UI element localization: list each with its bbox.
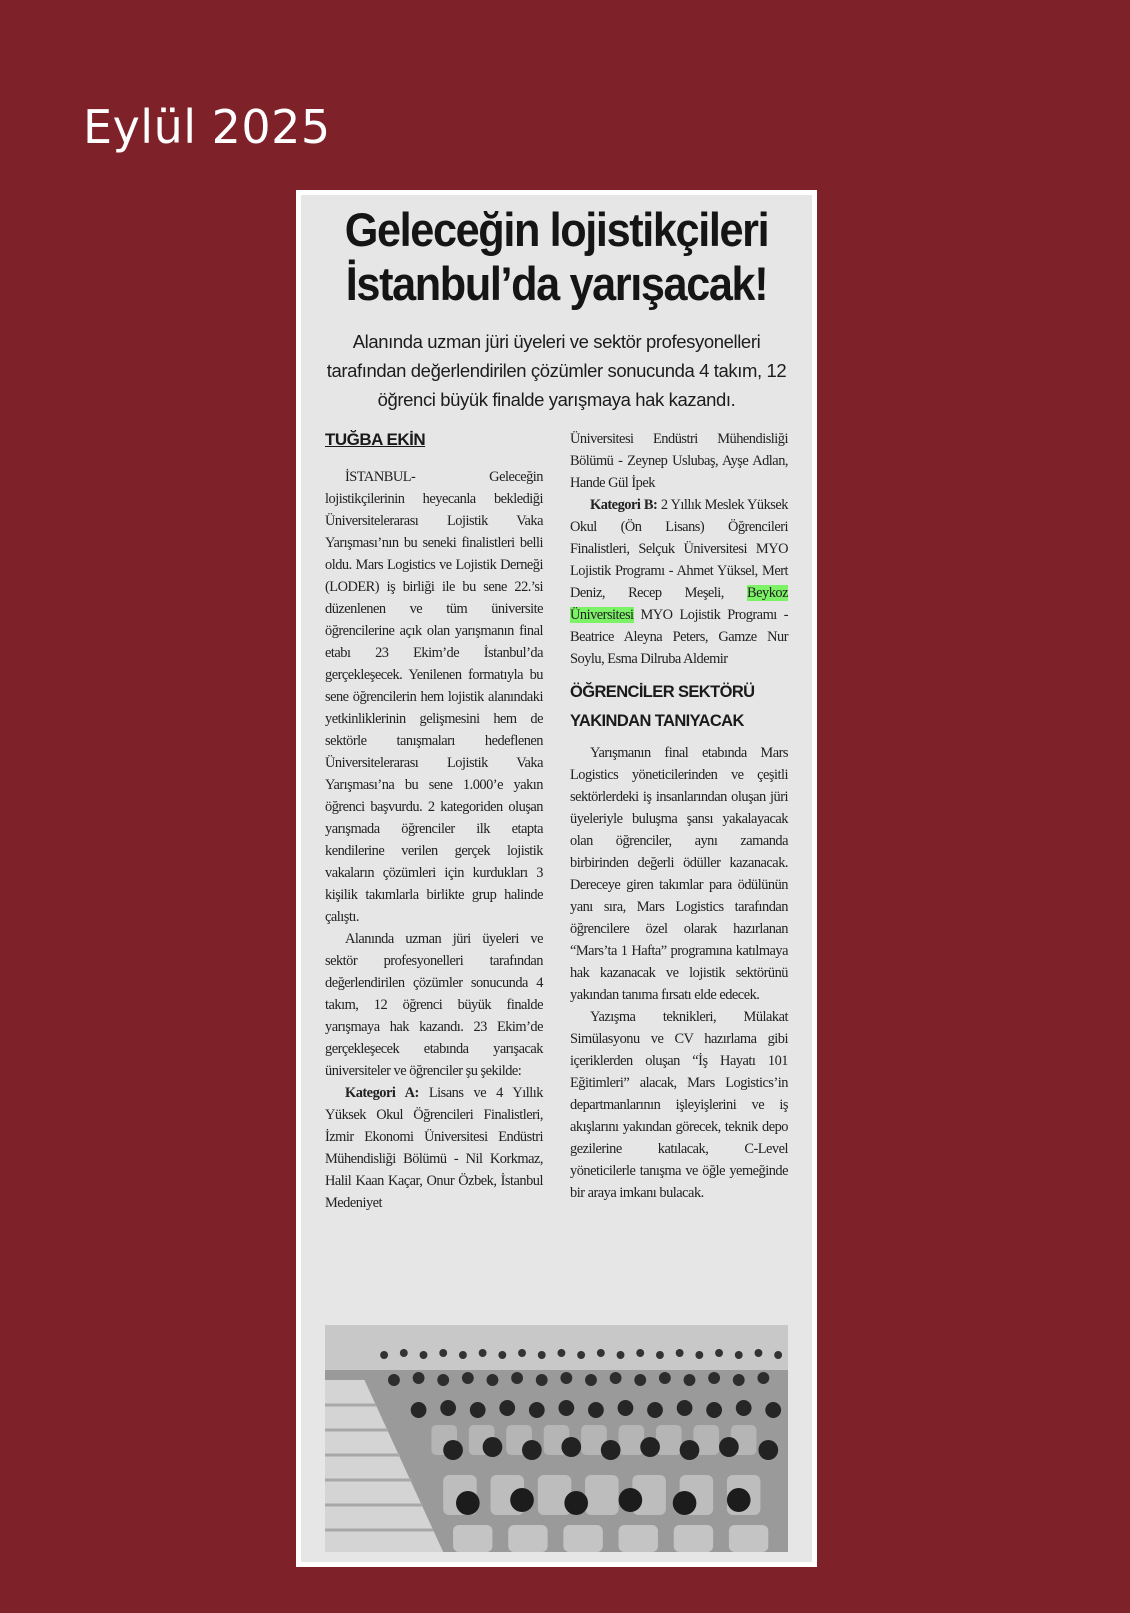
paragraph-category-a xyxy=(325,1082,543,1214)
category-b-label: Kategori B: xyxy=(590,497,658,513)
highlighted-university: Beykoz Üniversitesi xyxy=(570,585,788,623)
article xyxy=(301,195,812,1562)
category-a-text: Lisans ve 4 Yıllık Yüksek Okul Öğrencileri Finalistleri, İzmir Ekonomi Üniversitesi Endüstri Mühendisliği Bölümü - Nil Korkmaz, Halil Kaan Kaçar, Onur Özbek, İstanbul Medeniyet xyxy=(325,1085,543,1211)
left-column xyxy=(325,428,543,1214)
category-b-text: 2 Yıllık Meslek Yüksek Okul (Ön Lisans) Öğrencileri Finalistleri, Selçuk Üniversitesi MYO Lojistik Programı - Ahmet Yüksel, Mert Deniz, Recep Meşeli, xyxy=(570,497,788,601)
paragraph: Yazışma teknikleri, Mülakat Simülasyonu ve CV hazırlama gibi içeriklerden oluşan “İş Hayatı 101 Eğitimleri” alacak, Mars Logistics’in departmanlarının işleyişlerini ve iş akışlarını yakından görecek, teknik depo gezilerine katılacak, C-Level yöneticilerle tanışma ve öğle yemeğinde bir araya imkanı bulacak. xyxy=(570,1009,788,1201)
paragraph-category-b xyxy=(570,494,788,670)
byline: TUĞBA EKİN xyxy=(325,430,426,449)
category-a-label: Kategori A: xyxy=(345,1085,419,1101)
auditorium-image xyxy=(325,1325,788,1552)
newspaper-clipping xyxy=(296,190,817,1567)
paragraph: Yarışmanın final etabında Mars Logistics yöneticilerinden ve çeşitli sektörlerdeki iş insanlarından oluşan jüri üyeleriyle buluşma şansı yakalayacak olan öğrenciler, aynı zamanda birbirinden değerli ödüller kazanacak. Dereceye giren takımlar para ödülünün yanı sıra, Mars Logistics tarafından öğrencilere özel olarak hazırlanan “Mars’ta 1 Hafta” programına katılmaya hak kazanacak ve lojistik sektörünü yakından tanıma fırsatı elde edecek. xyxy=(570,745,788,1003)
section-heading xyxy=(570,678,788,736)
right-column xyxy=(570,428,788,1214)
paragraph: Üniversitesi Endüstri Mühendisliği Bölümü - Zeynep Uslubaş, Ayşe Adlan, Hande Gül İpek xyxy=(570,431,788,491)
headline-line-2: İstanbul’da yarışacak! xyxy=(345,257,768,310)
auditorium-photo xyxy=(325,1325,788,1552)
headline-line-1: Geleceğin lojistikçileri xyxy=(344,203,769,256)
page-date-label: Eylül 2025 xyxy=(83,100,331,154)
category-b-text-cont: MYO Lojistik Programı - Beatrice Aleyna Peters, Gamze Nur Soylu, Esma Dilruba Aldemir xyxy=(570,607,788,667)
section-heading-line-1: ÖĞRENCİLER SEKTÖRÜ xyxy=(570,683,755,701)
section-heading-line-2: YAKINDAN TANIYACAK xyxy=(570,712,744,730)
article-headline xyxy=(344,203,770,311)
article-body xyxy=(325,428,788,1214)
paragraph: İSTANBUL- Geleceğin lojistikçilerinin heyecanla beklediği Üniversitelerarası Lojistik Vaka Yarışması’nın bu seneki finalistleri belli oldu. Mars Logistics ve Lojistik Derneği (LODER) iş birliği ile bu sene 22.’si düzenlenen ve tüm üniversite öğrencilerine açık olan yarışmanın final etabı 23 Ekim’de İstanbul’da gerçekleşecek. Yenilenen formatıyla bu sene öğrencilerin hem lojistik alanındaki yetkinliklerinin gelişmesini hem de sektörle tanışmaları hedeflenen Üniversitelerarası Lojistik Vaka Yarışması’na bu sene 1.000’e yakın öğrenci başvurdu. 2 kategoriden oluşan yarışmada öğrenciler ilk etapta kendilerine verilen gerçek lojistik vakaların çözümleri için kurdukları 3 kişilik takımlarla birlikte grup halinde çalıştı. xyxy=(325,469,543,925)
paragraph: Alanında uzman jüri üyeleri ve sektör profesyonelleri tarafından değerlendirilen çözümler sonucunda 4 takım, 12 öğrenci büyük finalde yarışmaya hak kazandı. 23 Ekim’de gerçekleşecek etabında yarışacak üniversiteler ve öğrenciler şu şekilde: xyxy=(325,931,543,1079)
article-subheadline: Alanında uzman jüri üyeleri ve sektör profesyonelleri tarafından değerlendirilen çözümler sonucunda 4 takım, 12 öğrenci büyük finalde yarışmaya hak kazandı. xyxy=(326,331,787,410)
